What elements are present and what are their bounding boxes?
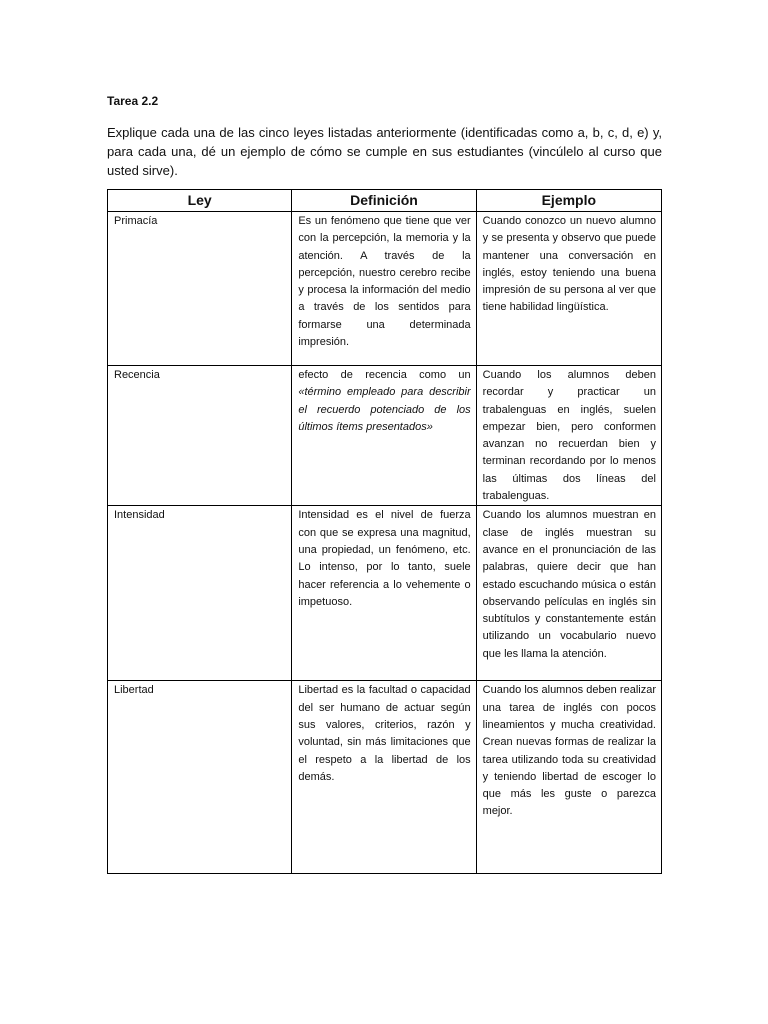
definition-text: efecto de recencia como un bbox=[298, 369, 471, 381]
law-definition: Intensidad es el nivel de fuerza con que se expresa una magnitud, una propiedad, un fenómeno, etc. Lo intenso, por lo tanto, suele hacer referencia a lo vehemente o impetuoso. bbox=[292, 506, 476, 681]
table-row bbox=[108, 681, 662, 874]
law-example: Cuando los alumnos deben recordar y practicar un trabalenguas en inglés, suelen empezar bien, pero conformen avanzan no recuerdan bien y terminan recordando por lo menos las últimas dos líneas del trabalenguas. bbox=[476, 366, 661, 506]
law-definition bbox=[292, 366, 476, 506]
header-ley: Ley bbox=[108, 190, 292, 212]
document-page bbox=[107, 93, 662, 874]
law-example: Cuando conozco un nuevo alumno y se presenta y observo que puede mantener una conversación en inglés, estoy teniendo una buena impresión de su persona al ver que tiene habilidad lingüística. bbox=[476, 212, 661, 366]
task-title: Tarea 2.2 bbox=[107, 94, 159, 108]
law-example: Cuando los alumnos deben realizar una tarea de inglés con pocos lineamientos y mucha creatividad. Crean nuevas formas de realizar la tarea utilizando toda su creatividad y teniendo libertad de escoger lo que más les guste o parezca mejor. bbox=[476, 681, 661, 874]
law-name: Libertad bbox=[108, 681, 292, 874]
law-definition: Es un fenómeno que tiene que ver con la percepción, la memoria y la atención. A través de la percepción, nuestro cerebro recibe y procesa la información del medio a través de los sentidos para formarse una determinada impresión. bbox=[292, 212, 476, 366]
header-ejemplo: Ejemplo bbox=[476, 190, 661, 212]
law-name: Intensidad bbox=[108, 506, 292, 681]
table-row bbox=[108, 212, 662, 366]
law-name: Primacía bbox=[108, 212, 292, 366]
table-row bbox=[108, 506, 662, 681]
header-definicion: Definición bbox=[292, 190, 476, 212]
laws-table bbox=[107, 189, 662, 874]
law-definition: Libertad es la facultad o capacidad del ser humano de actuar según sus valores, criterios, razón y voluntad, sin más limitaciones que el respeto a la libertad de los demás. bbox=[292, 681, 476, 874]
law-example: Cuando los alumnos muestran en clase de inglés muestran su avance en el pronunciación de las palabras, quiere decir que han estado escuchando música o están observando películas en inglés sin subtítulos y constantemente están utilizando un vocabulario nuevo que les llama la atención. bbox=[476, 506, 661, 681]
law-name: Recencia bbox=[108, 366, 292, 506]
definition-quote: «término empleado para describir el recuerdo potenciado de los últimos ítems presentados» bbox=[298, 386, 471, 433]
instructions-paragraph: Explique cada una de las cinco leyes listadas anteriormente (identificadas como a, b, c, d, e) y, para cada una, dé un ejemplo de cómo se cumple en sus estudiantes (vincúlelo al curso que usted sirve). bbox=[107, 125, 662, 178]
table-row bbox=[108, 366, 662, 506]
table-header-row bbox=[108, 190, 662, 212]
